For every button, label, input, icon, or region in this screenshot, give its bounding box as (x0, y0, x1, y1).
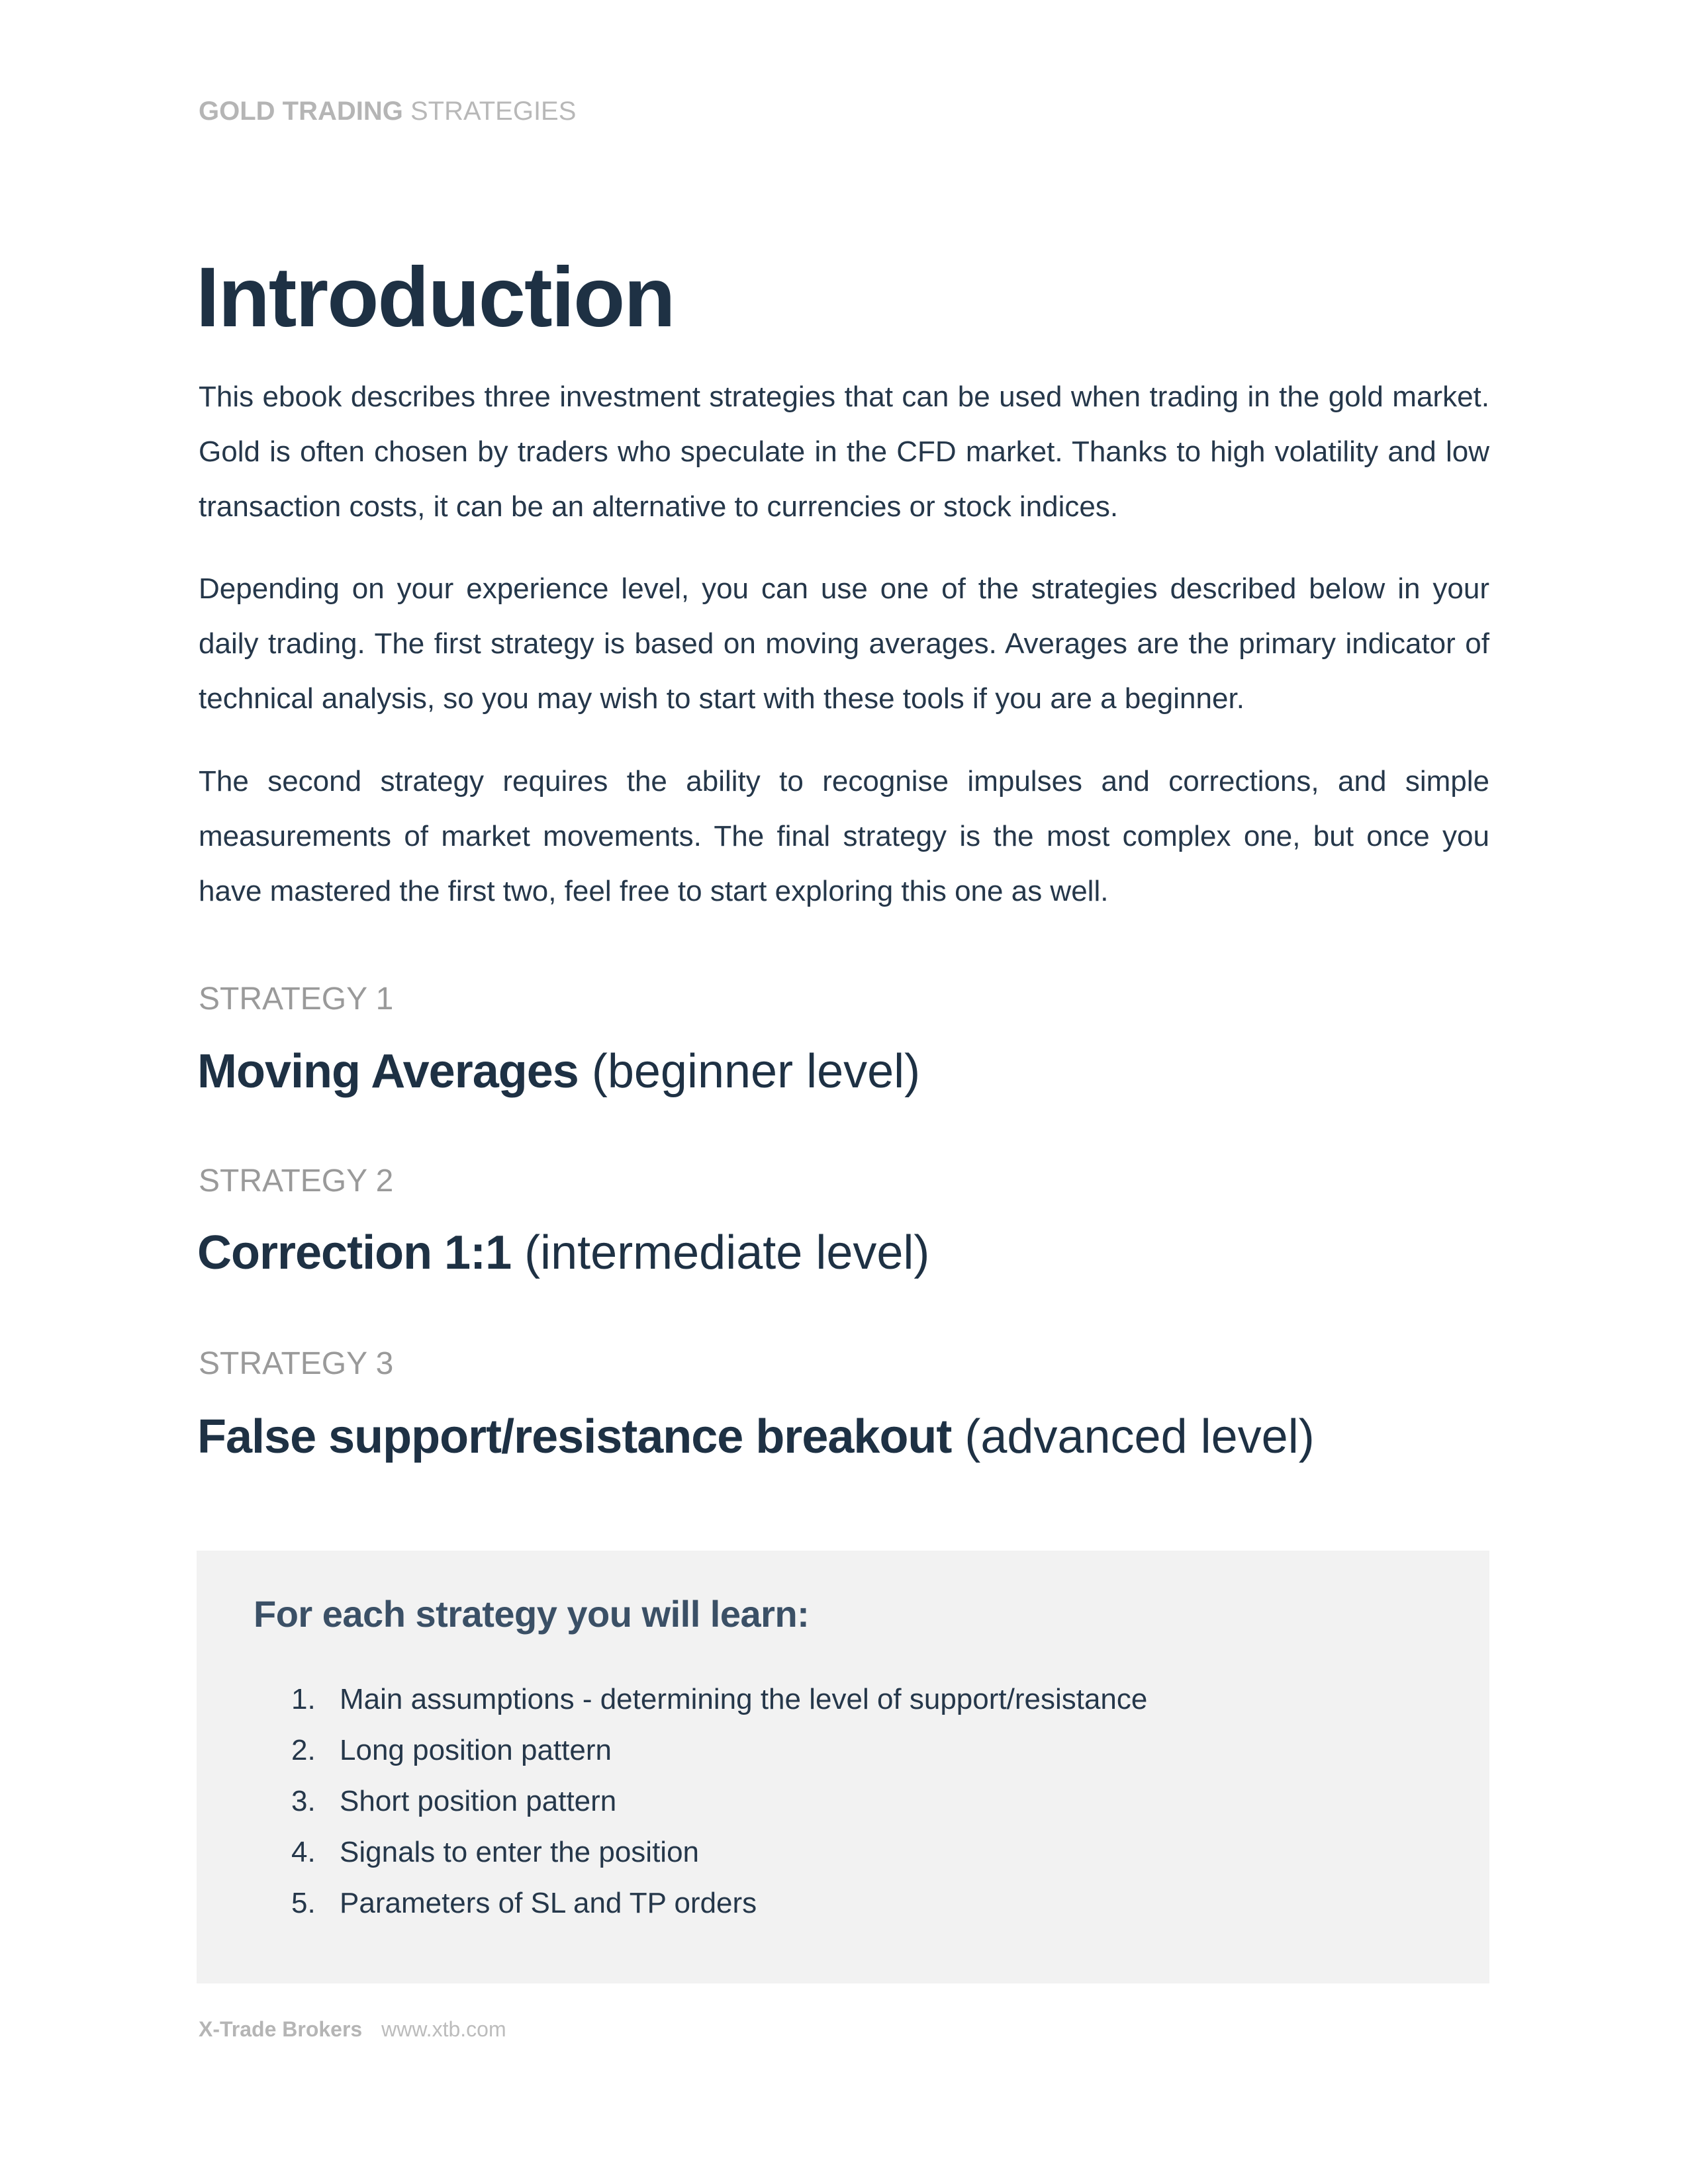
list-number: 5. (291, 1887, 316, 1919)
running-header (199, 97, 576, 126)
strategy-2-level: (intermediate level) (524, 1226, 930, 1279)
strategy-1-title (197, 1042, 920, 1101)
learn-summary-box (197, 1551, 1489, 1983)
learn-list-item (291, 1878, 1147, 1929)
learn-list (291, 1674, 1147, 1929)
strategy-2-name: Correction 1:1 (197, 1226, 512, 1279)
list-number: 2. (291, 1734, 316, 1766)
strategy-3-name: False support/resistance breakout (197, 1410, 952, 1463)
learn-list-item (291, 1674, 1147, 1725)
intro-paragraph-3: The second strategy requires the ability to recognise impulses and corrections, and simple measurements of market movements. The final strategy is the most complex one, but once you have mastered the first two, feel free to start exploring this one as well. (199, 765, 1489, 907)
strategy-2-title (197, 1223, 929, 1283)
intro-paragraph-2: Depending on your experience level, you can use one of the strategies described below in your daily trading. The first strategy is based on moving averages. Averages are the primary indicator of technical analysis, so you may wish to start with these tools if you are a beginner. (199, 572, 1489, 715)
intro-paragraph-1: This ebook describes three investment strategies that can be used when trading in the gold market. Gold is often chosen by traders who speculate in the CFD market. Thanks to high volatility and low transaction costs, it can be an alternative to currencies or stock indices. (199, 381, 1489, 523)
learn-list-item (291, 1776, 1147, 1827)
list-text: Short position pattern (340, 1785, 617, 1817)
learn-list-item (291, 1827, 1147, 1878)
strategy-1-name: Moving Averages (197, 1045, 579, 1098)
learn-box-title: For each strategy you will learn: (254, 1593, 810, 1635)
list-text: Parameters of SL and TP orders (340, 1887, 757, 1919)
page-title: Introduction (196, 250, 675, 345)
list-text: Main assumptions - determining the level of support/resistance (340, 1683, 1148, 1715)
strategy-1-label: STRATEGY 1 (199, 981, 394, 1017)
list-number: 1. (291, 1683, 316, 1715)
page-footer (199, 2017, 506, 2042)
list-number: 4. (291, 1836, 316, 1868)
footer-url[interactable]: www.xtb.com (381, 2017, 506, 2041)
strategy-3-title (197, 1407, 1315, 1467)
list-number: 3. (291, 1785, 316, 1817)
strategy-1-level: (beginner level) (591, 1045, 921, 1098)
strategy-3-level: (advanced level) (964, 1410, 1315, 1463)
strategy-2-label: STRATEGY 2 (199, 1163, 394, 1199)
strategy-3-label: STRATEGY 3 (199, 1346, 394, 1381)
footer-brand: X-Trade Brokers (199, 2017, 363, 2041)
learn-list-item (291, 1725, 1147, 1776)
running-header-light: STRATEGIES (410, 97, 577, 126)
list-text: Long position pattern (340, 1734, 612, 1766)
list-text: Signals to enter the position (340, 1836, 700, 1868)
running-header-bold: GOLD TRADING (199, 97, 403, 126)
